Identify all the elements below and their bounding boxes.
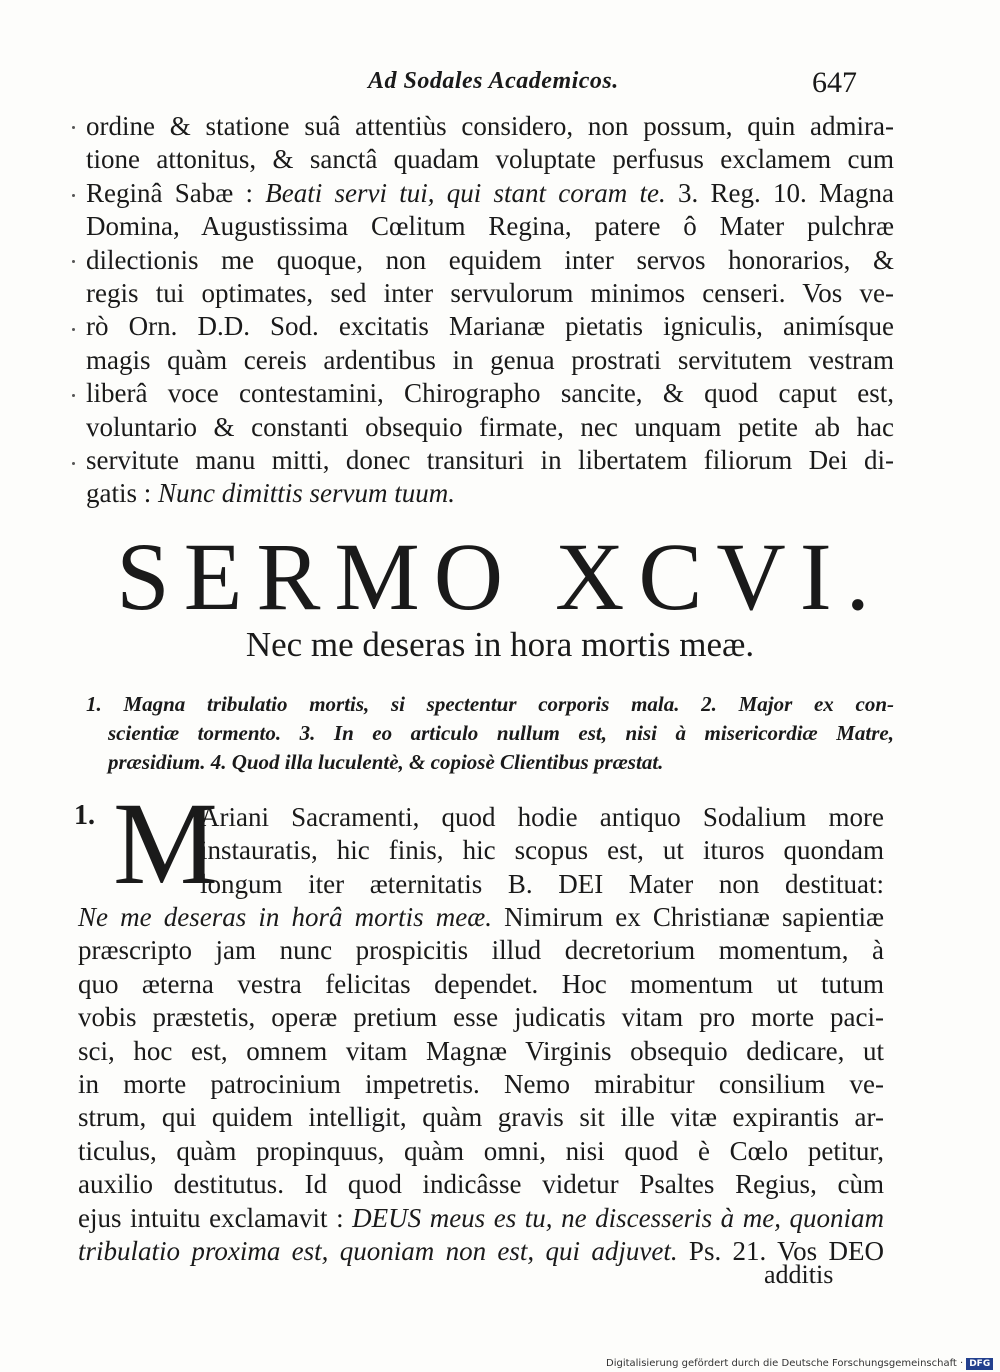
quote-nunc-dimittis: Nunc dimittis servum tuum. — [158, 478, 455, 509]
text-line: rò Orn. D.D. Sod. excitatis Marianæ pietatis igniculis, animísque — [86, 311, 894, 342]
reference-reg: 3. Reg. 10. — [678, 177, 807, 208]
text-line: ticulus, quàm propinquus, quàm omni, nisi quod è Cœlo petitur, — [78, 1135, 884, 1166]
text-fragment: gatis : — [86, 478, 152, 509]
text-line — [86, 177, 894, 210]
credit-text: Digitalisierung gefördert durch die Deutsche Forschungsgemeinschaft · — [606, 1358, 964, 1369]
text-line: ordine & statione suâ attentiùs considero, non possum, quin admira- — [86, 111, 894, 141]
drop-cap: M — [113, 778, 218, 909]
text-line — [78, 901, 884, 934]
text-line: liberâ voce contestamini, Chirographo sancite, & quod caput est, — [86, 378, 894, 409]
text-line: vobis præstetis, operæ pretium esse judicatis vitam pro morte paci- — [78, 1002, 884, 1033]
running-title: Ad Sodales Academicos. — [368, 68, 619, 94]
text-line: Domina, Augustissima Cœlitum Regina, patere ô Mater pulchræ — [86, 211, 894, 242]
text-line: voluntario & constanti obsequio firmate, nec unquam petite ab hac — [86, 411, 894, 442]
quote-psalm: tribulatio proxima est, quoniam non est, qui adjuvet. — [78, 1236, 678, 1267]
text-line: præscripto jam nunc prospicitis illud decretorium momentum, à — [78, 935, 884, 966]
text-line: in morte patrocinium impetretis. Nemo mirabitur consilium ve- — [78, 1069, 884, 1100]
text-line — [78, 1202, 884, 1235]
catchword: additis — [764, 1260, 834, 1289]
page-number: 647 — [812, 66, 857, 99]
argument-line: scientiæ tormento. 3. In eo articulo nullum est, nisi à misericordiæ Matre, — [108, 721, 894, 745]
text-fragment: Nimirum ex Christianæ sapientiæ — [504, 902, 884, 932]
text-line: magis quàm cereis ardentibus in genua prostrati servitutem vestram — [86, 344, 894, 375]
text-line: quo æterna vestra felicitas dependet. Hoc momentum ut tutum — [78, 968, 884, 999]
reference-psalm: Ps. 21. — [688, 1236, 767, 1267]
text-line: longum iter æternitatis B. DEI Mater non destituat: — [200, 868, 884, 899]
quote-psalm: DEUS meus es tu, ne discesseris à me, quoniam — [352, 1202, 884, 1233]
dfg-logo: DFG — [966, 1358, 993, 1370]
argument-line: 1. Magna tribulatio mortis, si spectentur corporis mala. 2. Major ex con- — [86, 692, 894, 716]
quote-beati: Beati servi tui, qui stant coram te. — [265, 177, 666, 208]
sermon-title: SERMO XCVI. — [116, 523, 884, 630]
text-fragment: Reginâ Sabæ : — [86, 177, 253, 208]
argument-line: præsidium. 4. Quod illa luculentè, & copiosè Clientibus præstat. — [108, 750, 664, 774]
body-first-lines — [200, 801, 884, 901]
text-line — [86, 477, 894, 510]
text-line: servitute manu mitti, donec transituri in libertatem filiorum Dei di- — [86, 445, 894, 476]
quote-nec-me: Ne me deseras in horâ mortis meæ. — [78, 902, 492, 932]
text-fragment: Magna — [819, 177, 894, 208]
text-fragment: Vos DEO — [777, 1236, 885, 1267]
text-line: auxilio destitutus. Id quod indicâsse videtur Psaltes Regius, cùm — [78, 1169, 884, 1200]
text-line: dilectionis me quoque, non equidem inter servos honorarios, & — [86, 244, 894, 275]
top-paragraph — [86, 110, 894, 511]
text-line: tione attonitus, & sanctâ quadam voluptate perfusus exclamem cum — [86, 144, 894, 175]
digitization-credit — [606, 1356, 1000, 1372]
sermon-argument — [86, 690, 894, 777]
sermon-subtitle: Nec me deseras in hora mortis meæ. — [245, 625, 755, 664]
body-paragraph — [78, 901, 884, 1268]
text-line: regis tui optimates, sed inter servulorum minimos censeri. Vos ve- — [86, 278, 894, 309]
text-line: strum, qui quidem intelligit, quàm gravis sit ille vitæ expirantis ar- — [78, 1102, 884, 1133]
text-line: sci, hoc est, omnem vitam Magnæ Virginis obsequio dedicare, ut — [78, 1035, 884, 1066]
margin-marks — [66, 110, 80, 500]
text-fragment: ejus intuitu exclamavit : — [78, 1202, 344, 1233]
text-line: instauratis, hic finis, hic scopus est, ut ituros quondam — [200, 835, 884, 866]
text-line: Ariani Sacramenti, quod hodie antiquo Sodalium more — [200, 802, 884, 832]
section-number: 1. — [74, 800, 95, 831]
running-head — [0, 68, 1000, 108]
